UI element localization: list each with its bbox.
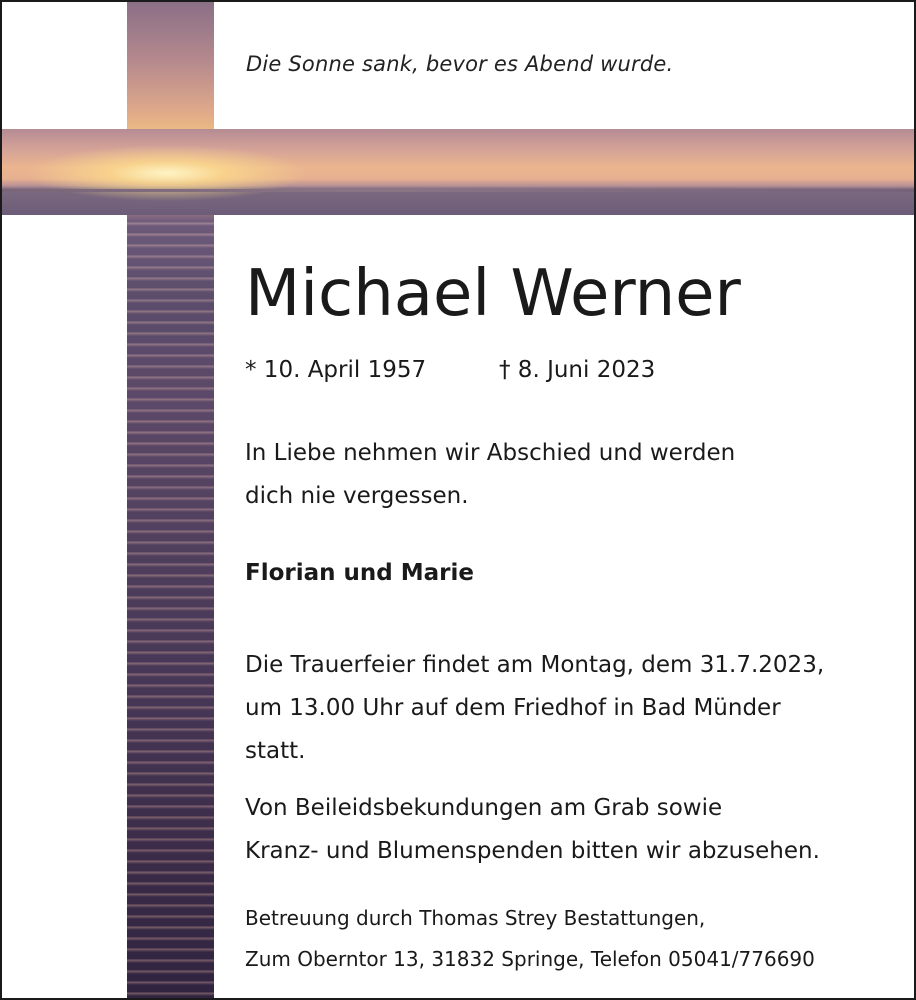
funeral-home-line: Zum Oberntor 13, 31832 Springe, Telefon 05041/776690 xyxy=(245,947,815,971)
condolence-line: Kranz- und Blumenspenden bitten wir abzusehen. xyxy=(245,838,820,864)
funeral-info-line: Die Trauerfeier findet am Montag, dem 31.7.2023, xyxy=(245,652,825,678)
farewell-line: dich nie vergessen. xyxy=(245,483,469,509)
farewell-text xyxy=(245,432,895,518)
cross-photo-horizontal-beam xyxy=(2,129,916,215)
funeral-info-line: statt. xyxy=(245,738,306,764)
birth-date: * 10. April 1957 xyxy=(245,357,427,383)
funeral-info-line: um 13.00 Uhr auf dem Friedhof in Bad Münder xyxy=(245,695,781,721)
motto: Die Sonne sank, bevor es Abend wurde. xyxy=(246,52,674,76)
death-date: † 8. Juni 2023 xyxy=(499,357,656,383)
condolence-request xyxy=(245,787,895,873)
water-reflections xyxy=(127,215,214,1000)
funeral-home-line: Betreuung durch Thomas Strey Bestattungen, xyxy=(245,906,706,930)
deceased-name: Michael Werner xyxy=(245,257,741,331)
funeral-info xyxy=(245,644,895,773)
farewell-line: In Liebe nehmen wir Abschied und werden xyxy=(245,440,736,466)
condolence-line: Von Beileidsbekundungen am Grab sowie xyxy=(245,795,723,821)
signers: Florian und Marie xyxy=(245,560,474,586)
funeral-home xyxy=(245,898,895,980)
